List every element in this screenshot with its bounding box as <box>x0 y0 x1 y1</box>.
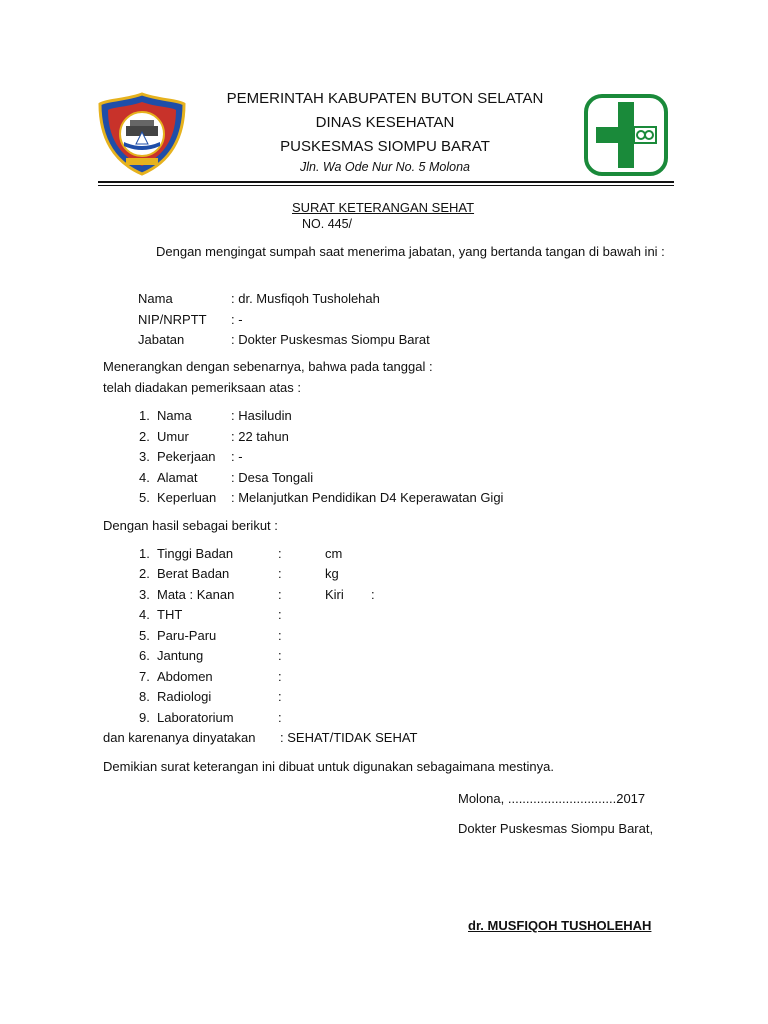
regency-emblem-icon <box>96 92 188 176</box>
result-colon: : <box>278 669 282 684</box>
result-colon: : <box>278 648 282 663</box>
signer-value: : dr. Musfiqoh Tusholehah <box>231 291 380 306</box>
result-colon: : <box>278 546 282 561</box>
signer-label: Nama <box>138 291 173 306</box>
patient-label: Pekerjaan <box>157 449 216 464</box>
header-address: Jln. Wa Ode Nur No. 5 Molona <box>300 160 470 174</box>
result-extra: : <box>371 587 375 602</box>
signer-label: NIP/NRPTT <box>138 312 207 327</box>
list-number: 1. <box>139 546 150 561</box>
result-colon: : <box>278 689 282 704</box>
result-label: Radiologi <box>157 689 212 704</box>
result-unit: kg <box>325 566 339 581</box>
signer-value: : Dokter Puskesmas Siompu Barat <box>231 332 430 347</box>
result-label: THT <box>157 607 183 622</box>
result-unit: Kiri <box>325 587 344 602</box>
result-unit: cm <box>325 546 343 561</box>
list-number: 3. <box>139 587 150 602</box>
list-number: 1. <box>139 408 150 423</box>
conclusion-label: dan karenanya dinyatakan <box>103 730 256 745</box>
patient-value: : - <box>231 449 243 464</box>
list-number: 2. <box>139 429 150 444</box>
patient-label: Keperluan <box>157 490 217 505</box>
puskesmas-cross-icon <box>584 94 668 176</box>
statement-line-2: telah diadakan pemeriksaan atas : <box>103 380 302 395</box>
result-label: Mata : Kanan <box>157 587 235 602</box>
result-label: Tinggi Badan <box>157 546 234 561</box>
patient-label: Alamat <box>157 470 198 485</box>
result-colon: : <box>278 587 282 602</box>
result-colon: : <box>278 607 282 622</box>
intro-paragraph: Dengan mengingat sumpah saat menerima jabatan, yang bertanda tangan di bawah ini : <box>156 244 665 259</box>
header-puskesmas: PUSKESMAS SIOMPU BARAT <box>280 138 490 155</box>
doc-number: NO. 445/ <box>302 217 353 231</box>
list-number: 4. <box>139 607 150 622</box>
result-label: Abdomen <box>157 669 213 684</box>
patient-label: Umur <box>157 429 189 444</box>
header-divider <box>98 181 674 183</box>
conclusion-value: : SEHAT/TIDAK SEHAT <box>280 730 418 745</box>
statement-line-1: Menerangkan dengan sebenarnya, bahwa pada tanggal : <box>103 359 433 374</box>
result-label: Berat Badan <box>157 566 230 581</box>
result-colon: : <box>278 566 282 581</box>
patient-value: : 22 tahun <box>231 429 289 444</box>
result-colon: : <box>278 710 282 725</box>
list-number: 5. <box>139 628 150 643</box>
place-date: Molona, ..............................2017 <box>458 791 646 806</box>
signer-label: Jabatan <box>138 332 185 347</box>
list-number: 2. <box>139 566 150 581</box>
list-number: 6. <box>139 648 150 663</box>
patient-value: : Desa Tongali <box>231 470 314 485</box>
result-label: Laboratorium <box>157 710 234 725</box>
closing-paragraph: Demikian surat keterangan ini dibuat untuk digunakan sebagaimana mestinya. <box>103 759 554 774</box>
list-number: 8. <box>139 689 150 704</box>
doc-title: SURAT KETERANGAN SEHAT <box>292 200 475 215</box>
signer-name: dr. MUSFIQOH TUSHOLEHAH <box>468 918 652 933</box>
list-number: 4. <box>139 470 150 485</box>
patient-label: Nama <box>157 408 192 423</box>
patient-value: : Hasiludin <box>231 408 292 423</box>
list-number: 3. <box>139 449 150 464</box>
signer-value: : - <box>231 312 243 327</box>
header-department: DINAS KESEHATAN <box>315 114 455 131</box>
result-colon: : <box>278 628 282 643</box>
list-number: 5. <box>139 490 150 505</box>
signer-role: Dokter Puskesmas Siompu Barat, <box>458 821 654 836</box>
header-divider-thin <box>98 185 674 186</box>
result-label: Paru-Paru <box>157 628 217 643</box>
list-number: 9. <box>139 710 150 725</box>
list-number: 7. <box>139 669 150 684</box>
result-label: Jantung <box>157 648 204 663</box>
header-government: PEMERINTAH KABUPATEN BUTON SELATAN <box>226 90 544 107</box>
patient-value: : Melanjutkan Pendidikan D4 Keperawatan Gigi <box>231 490 504 505</box>
results-intro: Dengan hasil sebagai berikut : <box>103 518 278 533</box>
